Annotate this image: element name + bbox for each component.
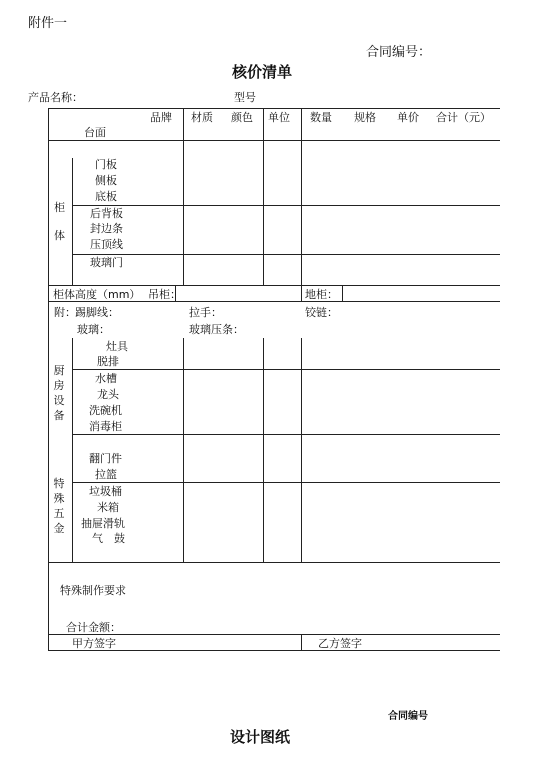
glass-label: 玻璃： — [77, 323, 110, 336]
table-line — [72, 369, 500, 370]
glass-strip-label: 玻璃压条： — [189, 323, 244, 336]
cabinet-item: 门板 — [95, 158, 117, 171]
table-line — [48, 140, 500, 141]
hardware-item: 抽屉滑轨 — [81, 517, 125, 530]
party-b-signature-label: 乙方签字 — [318, 637, 362, 650]
product-name-label: 产品名称： — [28, 91, 83, 104]
footer-contract-number: 合同编号 — [388, 711, 428, 722]
hardware-item: 气 鼓 — [92, 532, 125, 545]
attachment-label: 附件一 — [28, 16, 68, 31]
skirting-label: 踢脚线： — [75, 306, 119, 319]
cabinet-item: 封边条 — [90, 222, 123, 235]
table-line — [72, 205, 500, 206]
hardware-item: 垃圾桶 — [89, 485, 122, 498]
contract-number-label: 合同编号： — [366, 45, 432, 60]
table-line — [263, 108, 264, 140]
hinge-label: 铰链： — [305, 306, 338, 319]
table-line — [72, 254, 500, 255]
kitchen-item: 水槽 — [95, 372, 117, 385]
col-material: 材质 — [191, 111, 213, 124]
party-a-signature-label: 甲方签字 — [72, 637, 116, 650]
page-title: 核价清单 — [232, 63, 293, 81]
table-line — [183, 140, 184, 285]
table-line — [72, 158, 73, 285]
table-line — [301, 108, 302, 140]
table-border-left — [48, 108, 49, 650]
kitchen-item: 消毒柜 — [89, 420, 122, 433]
kitchen-item: 脱排 — [97, 355, 119, 368]
col-unit-price: 单价 — [397, 111, 419, 124]
handle-label: 拉手： — [189, 306, 222, 319]
table-line — [72, 482, 500, 483]
table-line — [48, 301, 500, 302]
hardware-item: 米箱 — [97, 501, 119, 514]
kitchen-group-label: 厨房设备 — [53, 364, 65, 422]
cabinet-item: 玻璃门 — [90, 256, 123, 269]
cabinet-group-label: 柜 — [54, 201, 65, 214]
col-total: 合计（元） — [436, 111, 491, 124]
col-spec: 规格 — [354, 111, 376, 124]
table-line — [342, 285, 343, 301]
table-line — [301, 285, 302, 301]
table-line — [301, 140, 302, 285]
attach-label: 附： — [54, 306, 76, 319]
kitchen-item: 洗碗机 — [89, 404, 122, 417]
special-requirements-label: 特殊制作要求 — [60, 584, 126, 597]
table-line — [263, 338, 264, 562]
table-line — [48, 634, 500, 635]
total-amount-label: 合计金额： — [66, 621, 121, 634]
table-line — [72, 434, 500, 435]
cabinet-item: 侧板 — [95, 174, 117, 187]
col-quantity: 数量 — [310, 111, 332, 124]
table-line — [72, 338, 73, 562]
hardware-item: 拉篮 — [95, 468, 117, 481]
cabinet-item: 底板 — [95, 190, 117, 203]
countertop-label: 台面 — [84, 126, 106, 139]
hardware-item: 翻门件 — [89, 452, 122, 465]
cabinet-item: 压顶线 — [90, 238, 123, 251]
col-color: 颜色 — [231, 111, 253, 124]
model-label: 型号 — [234, 91, 256, 104]
cabinet-group-label: 体 — [54, 229, 65, 242]
col-unit: 单位 — [268, 111, 290, 124]
col-brand: 品牌 — [150, 111, 172, 124]
hardware-group-label: 特殊五金 — [53, 477, 65, 535]
table-line — [183, 338, 184, 562]
cabinet-height-label: 柜体高度（mm） — [53, 288, 141, 301]
hanging-cabinet-label: 吊柜： — [148, 288, 181, 301]
kitchen-item: 灶具 — [106, 340, 128, 353]
table-border-bottom — [48, 650, 500, 651]
table-line — [301, 338, 302, 562]
cabinet-item: 后背板 — [90, 207, 123, 220]
table-line — [48, 562, 500, 563]
table-line — [263, 140, 264, 285]
table-line — [183, 108, 184, 140]
floor-cabinet-label: 地柜： — [305, 288, 338, 301]
design-drawing-title: 设计图纸 — [230, 728, 291, 746]
kitchen-item: 龙头 — [97, 388, 119, 401]
table-line — [301, 634, 302, 650]
table-line — [48, 285, 500, 286]
table-border-top — [48, 108, 500, 109]
